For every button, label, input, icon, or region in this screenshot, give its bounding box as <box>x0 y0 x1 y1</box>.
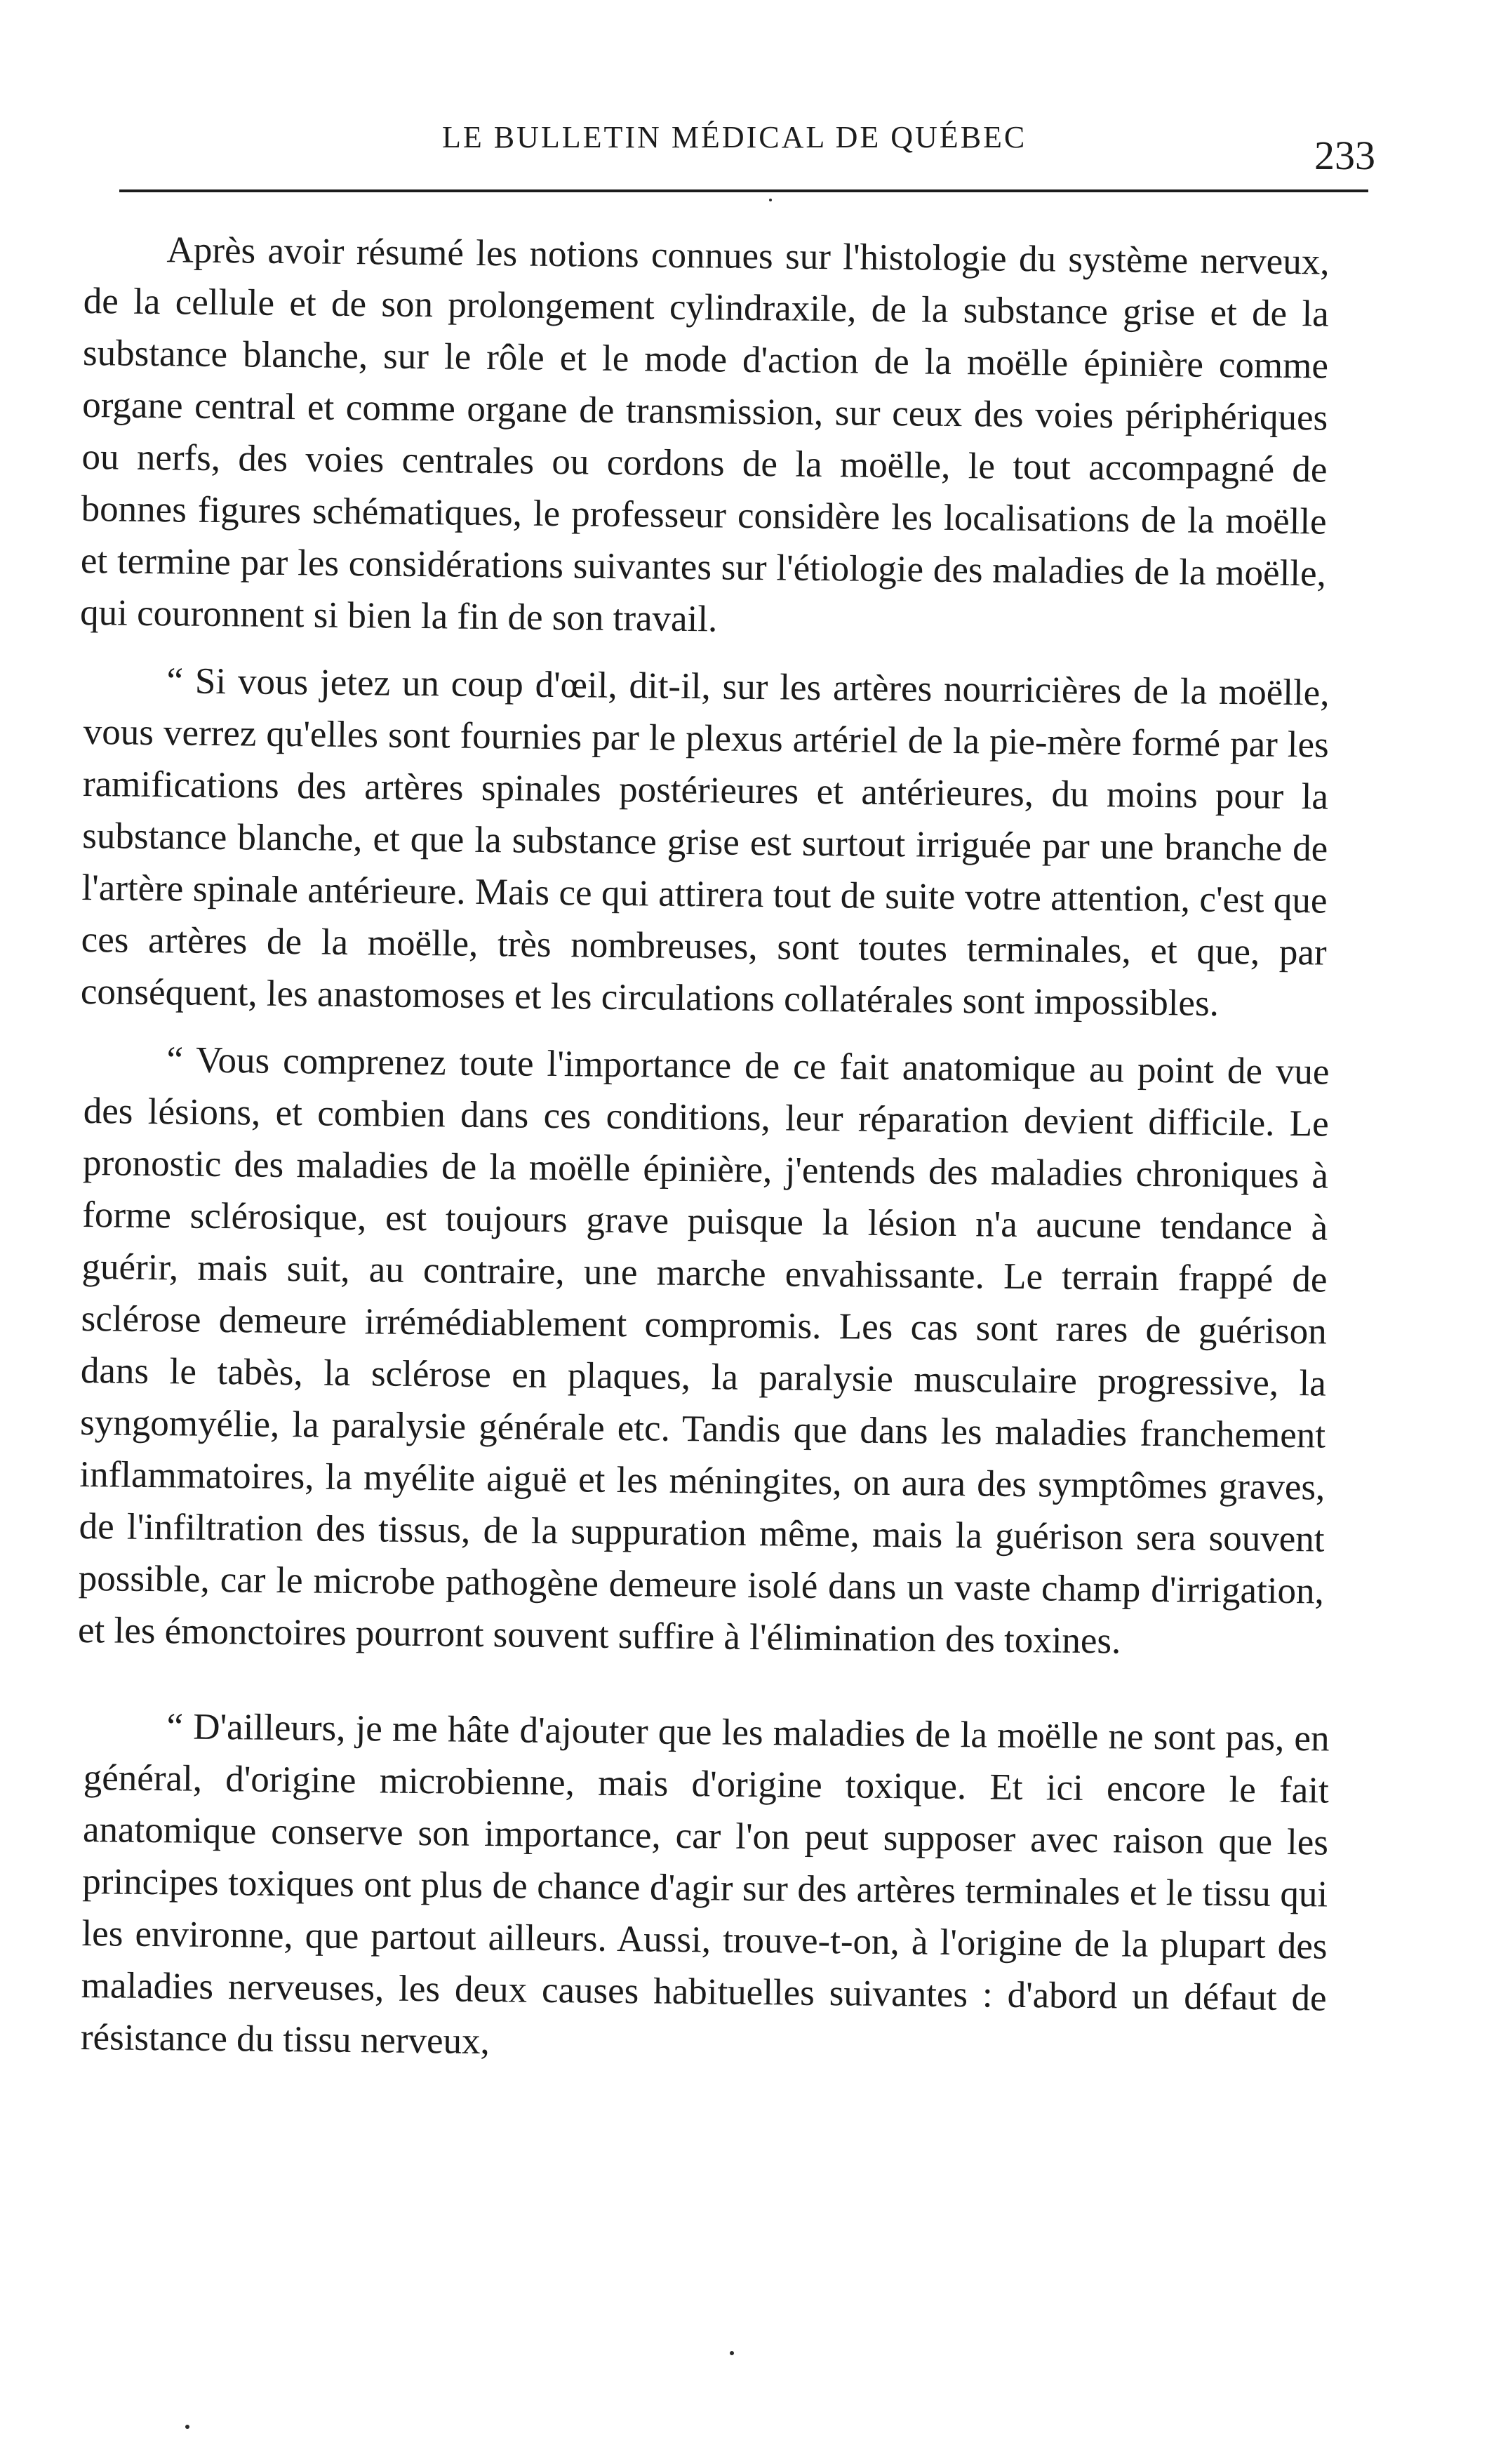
paragraph-prognosis: “ Vous comprenez toute l'importance de ce fait anatomique au point de vue des lésions, et combien dans ces conditions, leur réparation devient difficile. Le pronostic des maladies de la moëlle épinière, j'entends des maladies chroniques à forme sclérosique, est toujours grave puisque la lésion n'a aucune tendance à guérir, mais suit, au contraire, une marche envahissante. Le terrain frappé de sclérose demeure irrémédiablement compromis. Les cas sont rares de guérison dans le tabès, la sclérose en plaques, la paralysie musculaire progressive, la syngomyélie, la paralysie générale etc. Tandis que dans les maladies franchement inflammatoires, la myélite aiguë et les méningites, on aura des symptômes graves, de l'infiltration des tissus, de la suppuration même, mais la guérison sera souvent possible, car le microbe pathogène demeure isolé dans un vaste champ d'irrigation, et les émonctoires pourront souvent suffire à l'élimination des toxines. <box>77 1039 1330 1662</box>
ink-speck <box>185 2425 189 2429</box>
paragraph-toxic-origin: “ D'ailleurs, je me hâte d'ajouter que les maladies de la moëlle ne sont pas, en général, d'origine microbienne, mais d'origine toxique. Et ici encore le fait anatomique conserve son importance, car l'on peut supposer avec raison que les principes toxiques ont plus de chance d'agir sur des artères terminales et le tissu qui les environne, que partout ailleurs. Aussi, trouve-t-on, à l'origine de la plupart des maladies nerveuses, les deux causes habituelles suivantes : d'abord un défaut de résistance du tissu nerveux, <box>80 1706 1330 2063</box>
page-number: 233 <box>1314 133 1375 178</box>
running-head <box>119 119 1375 178</box>
paragraph-spinal-arteries: “ Si vous jetez un coup d'œil, dit-il, sur les artères nourricières de la moëlle, vous verrez qu'elles sont fournies par le plexus artériel de la pie-mère formé par les ramifications des artères spinales postérieures et antérieures, du moins pour la substance blanche, et que la substance grise est surtout irriguée par une branche de l'artère spinale antérieure. Mais ce qui attirera tout de suite votre attention, c'est que ces artères de la moëlle, très nombreuses, sont toutes terminales, et que, par conséquent, les anastomoses et les circulations collatérales sont impossibles. <box>80 660 1330 1024</box>
body-text <box>77 223 1330 2079</box>
header-rule <box>119 189 1368 192</box>
journal-title: LE BULLETIN MÉDICAL DE QUÉBEC <box>442 120 1027 154</box>
ink-speck <box>730 2351 734 2355</box>
paragraph-histology-summary: Après avoir résumé les notions connues sur l'histologie du système nerveux, de la cellule et de son prolongement cylindraxile, de la substance grise et de la substance blanche, sur le rôle et le mode d'action de la moëlle épinière comme organe central et comme organe de transmission, sur ceux des voies périphériques ou nerfs, des voies centrales ou cordons de la moëlle, le tout accompagné de bonnes figures schématiques, le professeur considère les localisations de la moëlle et termine par les considérations suivantes sur l'étiologie des maladies de la moëlle, qui couronnent si bien la fin de son travail. <box>79 229 1330 640</box>
ink-speck <box>769 199 772 201</box>
